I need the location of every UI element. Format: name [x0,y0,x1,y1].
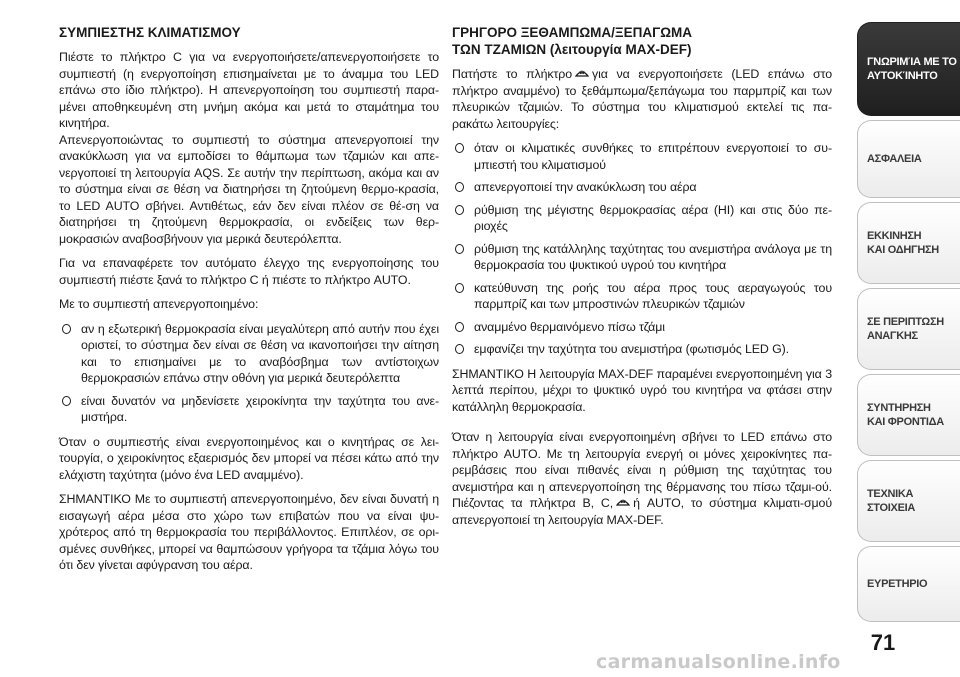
list-item: εμφανίζει την ταχύτητα του ανεμιστήρα (φωτισμός LED G). [452,341,832,358]
bullet-circle-icon [455,322,464,332]
paragraph-important: ΣΗΜΑΝΤΙΚΟ Με το συμπιεστή απενεργοποιημένο, δεν είναι δυνατή η εισαγωγή αέρα μέσα στο χώρο των επιβατών που να είναι ψυ-χρότερος από τη θερμοκρασία του περιβάλλοντος. Επιπλέον, σε ορι-σμένες συνθήκες, μπορεί να θαμπώσουν γρήγορα τα τζάμια λόγω του ότι δεν γίνεται αφύγρανση του αέρα. [59,492,439,572]
tab-technical-data[interactable]: ΤΕΧΝΙΚΑ ΣΤΟΙΧΕΙΑ [857,460,960,542]
bullet-list [452,140,832,358]
list-item: είναι δυνατόν να μηδενίσετε χειροκίνητα την ταχύτητα του ανε-μιστήρα. [59,393,439,426]
page-number: 71 [870,630,896,655]
windshield-defrost-icon [575,67,589,79]
section-heading-compressor: ΣΥΜΠΙΕΣΤΗΣ ΚΛΙΜΑΤΙΣΜΟΥ [59,25,241,40]
paragraph: Όταν ο συμπιεστής είναι ενεργοποιημένος και ο κινητήρας σε λει-τουργία, ο χειροκίνητος εξαερισμός δεν μπορεί να πέσει κάτω από την ελάχιστη ταχύτητα (μόνο ένα LED αναμμένο). [59,434,439,482]
tab-maintenance-care[interactable]: ΣΥΝΤΗΡΗΣΗ ΚΑΙ ΦΡΟΝΤΙΔΑ [857,374,960,456]
tab-emergency[interactable]: ΣΕ ΠΕΡΙΠΤΩΣΗ ΑΝΑΓΚΗΣ [857,288,960,370]
bullet-circle-icon [455,143,464,153]
left-column [59,24,439,582]
bullet-circle-icon [455,283,464,293]
list-item: αν η εξωτερική θερμοκρασία είναι μεγαλύτερη από αυτήν που έχει οριστεί, το σύστημα δεν είναι σε θέση να ικανοποιήσει την αίτηση και το επισημαίνει με το αναβόσβημα των αντίστοιχων θερμοκρασιών επάνω στην οθόνη για μερικά δευτερόλεπτα [59,321,439,387]
paragraph: Για να επαναφέρετε τον αυτόματο έλεγχο της ενεργοποίησης του συμπιεστή πιέστε ξανά το πλήκτρο C ή πιέστε το πλήκτρο AUTO. [59,256,439,287]
list-item: ρύθμιση της μέγιστης θερμοκρασίας αέρα (HI) και στις δύο πε-ριοχές [452,202,832,235]
list-item: όταν οι κλιματικές συνθήκες το επιτρέπουν ενεργοποιεί το συ-μπιεστή του κλιματισμού [452,140,832,173]
paragraph: Πιέστε το πλήκτρο C για να ενεργοποιήσετε/απενεργοποιήσετε το συμπιεστή (η ενεργοποίηση επισημαίνεται με το άναμμα του LED επάνω στο ίδιο πλήκτρο). Η απενεργοποίηση του συμπιεστή παρα-μένει αποθηκευμένη στη μνήμη ακόμα και μετά το σταμάτημα του κινητήρα. [59,50,439,130]
bullet-circle-icon [455,182,464,192]
paragraph: Όταν η λειτουργία είναι ενεργοποιημένη σβήνει το LED επάνω στο πλήκτρο AUTO. Με τη λειτουργία ενεργή οι μόνες χειροκίνητες πα-ρεμβάσεις που είναι πιθανές είναι η ρύθμιση της ταχύτητας του ανεμιστήρα και η απενεργοποίηση της θέρμανσης του πίσω τζαμι-ού. Πιέζοντας τα πλήκτρα B, C, ή AUTO, το σύστημα κλιματι-σμού απενεργοποιεί τη λειτουργία MAX-DEF. [452,430,832,527]
paragraph: Απενεργοποιώντας το συμπιεστή το σύστημα απενεργοποιεί την ανακύκλωση για να εμποδίσει το θάμπωμα των τζαμιών και απε-νεργοποιεί τη λειτουργία AQS. Σε αυτήν την περίπτωση, ακόμα και αν το σύστημα είναι σε θέση να διατηρήσει τη ζητούμενη θερμο-κρασία, το LED AUTO σβήνει. Αντιθέτως, εάν δεν είναι πλέον σε θέ-ση να διατηρήσει τη ζητούμενη θερμοκρασία, οι ενδείξεις των θερ-μοκρασιών αναβοσβήνουν για μερικά δευτερόλεπτα. [59,132,439,246]
bullet-circle-icon [455,205,464,215]
chapter-tabs [857,0,960,677]
bullet-circle-icon [455,244,464,254]
section-heading-maxdef: ΓΡΗΓΟΡΟ ΞΕΘΑΜΠΩΜΑ/ΞΕΠΑΓΩΜΑ ΤΩΝ ΤΖΑΜΙΩΝ (λειτουργία MAX-DEF) [452,25,693,57]
right-column [452,24,832,536]
paragraph-important: ΣΗΜΑΝΤΙΚΟ Η λειτουργία MAX-DEF παραμένει ενεργοποιημένη για 3 λεπτά περίπου, μέχρι το ψυκτικό υγρό του κινητήρα να φτάσει στην κατάλληλη θερμοκρασία. [452,366,832,414]
paragraph: Με το συμπιεστή απενεργοποιημένο: [59,297,259,311]
paragraph: Πατήστε το πλήκτρο για να ενεργοποιήσετε (LED επάνω στο πλήκτρο αναμμένο) το ξεθάμπωμα/ξεπάγωμα του παρμπρίζ και των πλευρικών τζαμιών. Το σύστημα του κλιματισμού εκτελεί τις πα-ρακάτω λειτουργίες: [452,67,832,131]
list-item: απενεργοποιεί την ανακύκλωση του αέρα [452,179,832,196]
tab-safety[interactable]: ΑΣΦΑΛΕΙΑ [857,120,960,198]
watermark: carmanualsonline.info [596,651,841,673]
tab-index[interactable]: ΕΥΡΕΤΗΡΙΟ [857,546,960,622]
windshield-defrost-icon [616,496,630,508]
list-item: ρύθμιση της κατάλληλης ταχύτητας του ανεμιστήρα ανάλογα με τη θερμοκρασία του ψυκτικού υγρού του κινητήρα [452,241,832,274]
tab-getting-to-know-car[interactable]: ΓΝΩΡΙΜΊΑ ΜΕ ΤΟ ΑΥΤΟΚΊΝΗΤΟ [857,22,960,116]
bullet-circle-icon [455,344,464,354]
bullet-list [59,321,439,426]
tab-starting-driving[interactable]: ΕΚΚΙΝΗΣΗ ΚΑΙ ΟΔΗΓΗΣΗ [857,202,960,284]
bullet-circle-icon [62,324,71,334]
list-item: αναμμένο θερμαινόμενο πίσω τζάμι [452,319,832,336]
bullet-circle-icon [62,396,71,406]
list-item: κατεύθυνση της ροής του αέρα προς τους αεραγωγούς του παρμπρίζ και των μπροστινών πλευρικών τζαμιών [452,280,832,313]
